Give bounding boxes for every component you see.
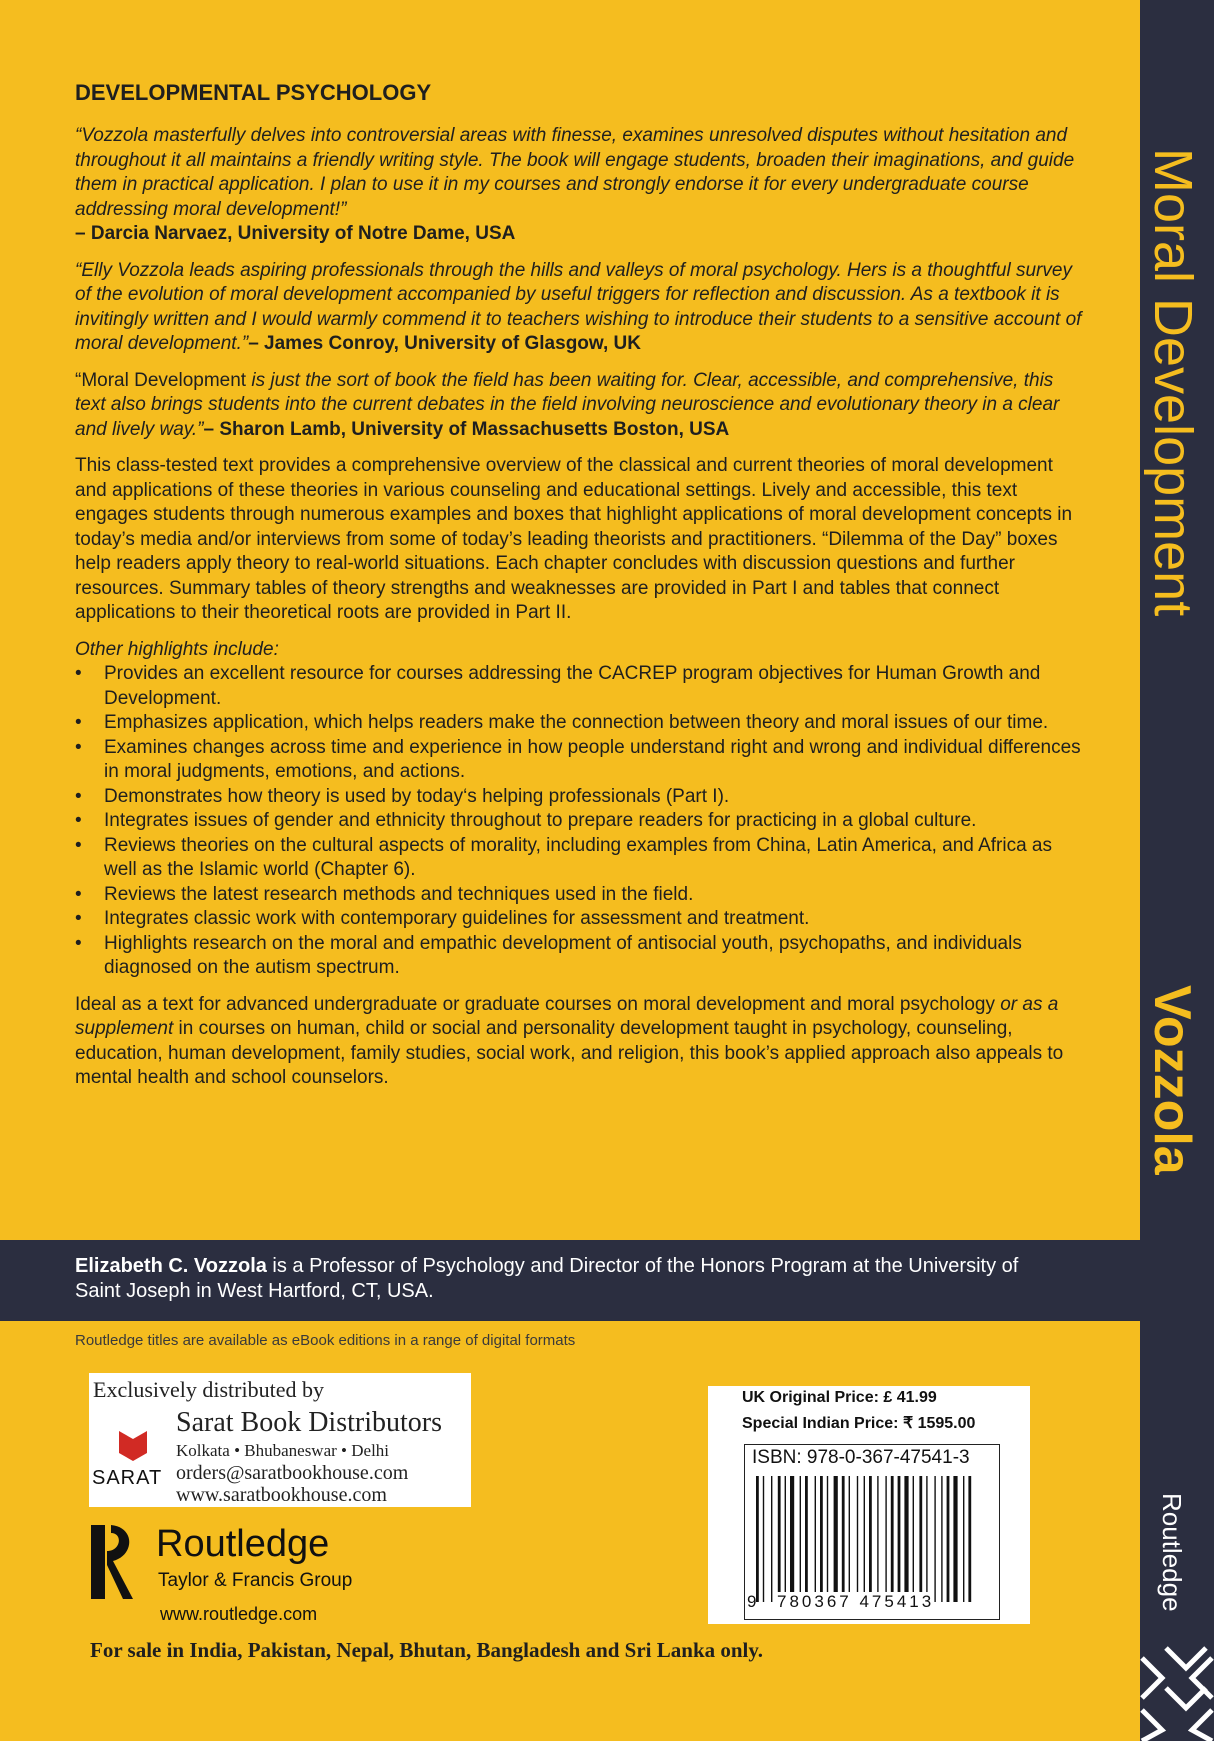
barcode-bar bbox=[904, 1476, 908, 1602]
barcode-bar bbox=[941, 1476, 942, 1602]
barcode-bar bbox=[913, 1476, 914, 1602]
distributor-box bbox=[89, 1373, 471, 1507]
endorsement-quote bbox=[75, 259, 1085, 357]
barcode-bar bbox=[919, 1476, 922, 1602]
barcode-bar bbox=[834, 1476, 838, 1602]
barcode-bar bbox=[857, 1476, 858, 1602]
sale-region-note: For sale in India, Pakistan, Nepal, Bhutan, Bangladesh and Sri Lanka only. bbox=[90, 1638, 763, 1662]
bullet-icon: • bbox=[75, 712, 82, 733]
barcode bbox=[748, 1476, 996, 1602]
list-item bbox=[75, 932, 1085, 981]
quote-attribution: – Darcia Narvaez, University of Notre Dame, USA bbox=[75, 223, 516, 244]
barcode-bar bbox=[898, 1476, 901, 1602]
barcode-bar bbox=[947, 1476, 950, 1602]
list-item bbox=[75, 662, 1085, 711]
routledge-pattern-icon bbox=[1140, 1640, 1214, 1741]
barcode-bar bbox=[877, 1476, 878, 1602]
barcode-bar bbox=[827, 1476, 828, 1602]
author-name: Elizabeth C. Vozzola bbox=[75, 1255, 267, 1277]
author-bio-band bbox=[0, 1240, 1140, 1321]
isbn-barcode-box bbox=[744, 1444, 1000, 1620]
bullet-icon: • bbox=[75, 932, 82, 954]
barcode-bar bbox=[934, 1476, 935, 1602]
publisher-website: www.routledge.com bbox=[160, 1604, 318, 1624]
list-item bbox=[75, 736, 1085, 785]
barcode-bar bbox=[756, 1476, 759, 1602]
endorsement-quote bbox=[75, 369, 1085, 443]
list-item bbox=[75, 834, 1085, 883]
publisher-group: Taylor & Francis Group bbox=[158, 1570, 353, 1591]
ideal-text: in courses on human, child or social and personality development taught in psychology, counseling, education, human development, family studies, social work, and religion, this book’s applied approach also appeals to mental health and school counselors. bbox=[75, 1018, 1064, 1088]
quote-text: is just the sort of book the field has been waiting for. Clear, accessible, and comprehensive, this text also brings students into the current debates in the field involving neuroscience and evolutionary theory in a clear and lively way.” bbox=[75, 369, 1060, 440]
list-item bbox=[75, 785, 1085, 810]
author-bio bbox=[75, 1254, 1025, 1304]
list-item-text: Demonstrates how theory is used by today‘s helping professionals (Part I). bbox=[104, 785, 730, 807]
ebook-note: Routledge titles are available as eBook editions in a range of digital formats bbox=[75, 1332, 576, 1349]
barcode-bar bbox=[968, 1476, 971, 1602]
description-paragraph: This class-tested text provides a comprehensive overview of the classical and current theories of moral development and applications of these theories in various counseling and educational settings. Lively and accessible, this text engages students through numerous examples and boxes that highlight applications of moral development concepts in today’s media and/or interviews from some of today’s leading theorists and practitioners. “Dilemma of the Day” boxes help readers apply theory to real-world situations. Each chapter concludes with discussion questions and further resources. Summary tables of theory strengths and weaknesses are provided in Part I and tables that connect applications to their theoretical roots are provided in Part II. bbox=[75, 455, 1073, 623]
isbn-label: ISBN: 978-0-367-47541-3 bbox=[752, 1447, 970, 1468]
list-item bbox=[75, 883, 1085, 908]
barcode-bar bbox=[864, 1476, 865, 1602]
distributor-email: orders@saratbookhouse.com bbox=[176, 1462, 409, 1484]
list-item bbox=[75, 711, 1085, 736]
list-item-text: Examines changes across time and experience in how people understand right and wrong and individual differences in moral judgments, emotions, and actions. bbox=[104, 736, 1081, 782]
routledge-logo-icon bbox=[89, 1521, 139, 1603]
category-heading: DEVELOPMENTAL PSYCHOLOGY bbox=[75, 80, 432, 105]
list-item bbox=[75, 907, 1085, 932]
barcode-bar bbox=[805, 1476, 808, 1602]
author-bio-text: is a Professor of Psychology and Director of the Honors Program at the University of Saint Joseph in West Hartford, CT, USA. bbox=[75, 1255, 1019, 1302]
spine-publisher: Routledge bbox=[1157, 1493, 1187, 1612]
list-item-text: Reviews the latest research methods and techniques used in the field. bbox=[104, 883, 694, 905]
distributor-website: www.saratbookhouse.com bbox=[176, 1484, 387, 1506]
highlights-heading: Other highlights include: bbox=[75, 638, 279, 660]
list-item bbox=[75, 809, 1085, 834]
publisher-name: Routledge bbox=[156, 1523, 330, 1565]
quote-attribution: – James Conroy, University of Glasgow, UK bbox=[248, 333, 641, 354]
list-item-text: Provides an excellent resource for courses addressing the CACREP program objectives for Human Growth and Development. bbox=[104, 663, 1041, 709]
quote-text: “Vozzola masterfully delves into controversial areas with finesse, examines unresolved disputes without hesitation and throughout it all maintains a friendly writing style. The book will engage students, broaden their imaginations, and guide them in practical application. I plan to use it in my courses and strongly endorse it for every undergraduate course addressing moral development!” bbox=[75, 125, 1075, 220]
book-spine bbox=[1140, 0, 1214, 1741]
distributor-cities: Kolkata • Bhubaneswar • Delhi bbox=[176, 1441, 390, 1460]
quote-attribution: – Sharon Lamb, University of Massachusetts Boston, USA bbox=[203, 418, 730, 440]
barcode-bar bbox=[820, 1476, 823, 1602]
list-item-text: Emphasizes application, which helps readers make the connection between theory and moral issues of our time. bbox=[104, 712, 1049, 733]
barcode-bar bbox=[926, 1476, 927, 1602]
barcode-bar bbox=[849, 1476, 850, 1602]
spine-author: Vozzola bbox=[1143, 985, 1201, 1175]
main-text-block bbox=[75, 80, 1085, 1103]
distributor-heading: Exclusively distributed by bbox=[93, 1377, 324, 1402]
highlights-list bbox=[75, 662, 1085, 981]
bullet-icon: • bbox=[75, 736, 82, 758]
bullet-icon: • bbox=[75, 663, 82, 684]
uk-price: UK Original Price: £ 41.99 bbox=[742, 1389, 937, 1406]
list-item-text: Integrates classic work with contemporary guidelines for assessment and treatment. bbox=[104, 908, 810, 929]
bullet-icon: • bbox=[75, 810, 82, 831]
ideal-paragraph bbox=[75, 993, 1085, 1091]
bullet-icon: • bbox=[75, 834, 82, 856]
barcode-digits: 780367 475413 bbox=[777, 1592, 935, 1611]
list-item-text: Reviews theories on the cultural aspects of morality, including examples from China, Latin America, and Africa as well as the Islamic world (Chapter 6). bbox=[104, 834, 1052, 880]
bullet-icon: • bbox=[75, 785, 82, 807]
spine-title: Moral Development bbox=[1143, 148, 1203, 617]
barcode-bar bbox=[790, 1476, 794, 1602]
price-box bbox=[708, 1386, 1030, 1624]
distributor-name: Sarat Book Distributors bbox=[176, 1407, 442, 1438]
list-item-text: Highlights research on the moral and empathic development of antisocial youth, psychopaths, and individuals diagnosed on the autism spectrum. bbox=[104, 932, 1022, 978]
barcode-bar bbox=[869, 1476, 872, 1602]
bullet-icon: • bbox=[75, 908, 82, 929]
barcode-bar bbox=[891, 1476, 894, 1602]
ideal-text: Ideal as a text for advanced undergraduate or graduate courses on moral development and moral psychology bbox=[75, 993, 1001, 1015]
sarat-logo-text: SARAT bbox=[92, 1467, 163, 1489]
barcode-bar bbox=[763, 1476, 764, 1602]
barcode-bar bbox=[785, 1476, 786, 1602]
ideal-emphasis: or as a supplement bbox=[75, 993, 1059, 1039]
barcode-bar bbox=[842, 1476, 845, 1602]
barcode-bar bbox=[771, 1476, 772, 1602]
barcode-leading-digit: 9 bbox=[747, 1592, 757, 1611]
barcode-bar bbox=[815, 1476, 816, 1602]
indian-price: Special Indian Price: ₹ 1595.00 bbox=[742, 1415, 976, 1432]
endorsement-quote bbox=[75, 124, 1085, 247]
barcode-bar bbox=[778, 1476, 781, 1602]
quote-lead: “Moral Development bbox=[75, 369, 247, 391]
bullet-icon: • bbox=[75, 883, 82, 905]
barcode-bar bbox=[800, 1476, 801, 1602]
barcode-bar bbox=[963, 1476, 964, 1602]
barcode-bar bbox=[953, 1476, 957, 1602]
quote-text: “Elly Vozzola leads aspiring professionals through the hills and valleys of moral psychology. Hers is a thoughtful survey of the evolution of moral development accompanied by useful triggers for reflection and discussion. As a textbook it is invitingly written and I would warmly commend it to teachers wishing to introduce their students to a sensitive account of moral development.” bbox=[75, 259, 1082, 354]
list-item-text: Integrates issues of gender and ethnicity throughout to prepare readers for practicing in a global culture. bbox=[104, 810, 977, 831]
barcode-bar bbox=[885, 1476, 886, 1602]
